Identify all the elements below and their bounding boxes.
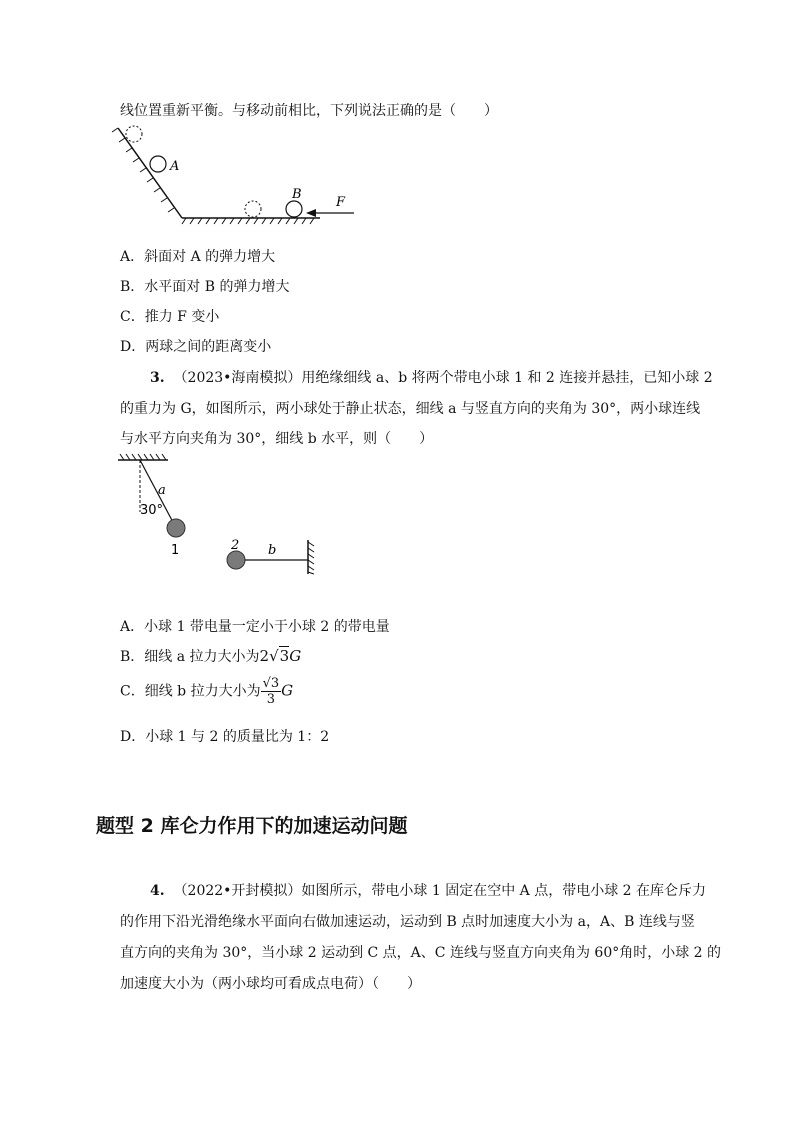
q4-line-4: 加速度大小为（两小球均可看成点电荷）（ ） bbox=[120, 976, 421, 992]
ball-1 bbox=[167, 519, 185, 537]
q3-number: 3. bbox=[150, 370, 165, 386]
fraction: $\frac{√3}{3}$ bbox=[262, 676, 280, 707]
q3-line-3: 与水平方向夹角为 30°，细线 b 水平，则（ ） bbox=[120, 431, 434, 447]
option-d[interactable]: D．两球之间的距离变小 bbox=[120, 339, 272, 355]
label-ball-2: 2 bbox=[231, 538, 240, 553]
label-f: F bbox=[336, 195, 346, 210]
q4-line-3: 直方向的夹角为 30°，当小球 2 运动到 C 点，A、C 连线与竖直方向夹角为 60°角时，小球 2 的 bbox=[120, 945, 722, 961]
pendulum-figure bbox=[112, 450, 332, 575]
q3-option-a[interactable]: A．小球 1 带电量一定小于小球 2 的带电量 bbox=[120, 619, 390, 635]
q4-line-2: 的作用下沿光滑绝缘水平面向右做加速运动，运动到 B 点时加速度大小为 a，A、B 连线与竖 bbox=[120, 914, 695, 930]
label-string-b: b bbox=[268, 543, 277, 558]
q3-option-c[interactable]: C．细线 b 拉力大小为 $\frac{√3}{3}$ G bbox=[120, 676, 294, 707]
ball-a bbox=[150, 156, 166, 172]
label-ball-1: 1 bbox=[171, 543, 180, 558]
ball-a-initial bbox=[126, 126, 142, 142]
option-a[interactable]: A．斜面对 A 的弹力增大 bbox=[120, 249, 276, 265]
q3-option-b[interactable]: B．细线 a 拉力大小为2√3G bbox=[120, 647, 302, 665]
q4-number: 4. bbox=[150, 883, 165, 899]
section-heading: 题型 2 库仑力作用下的加速运动问题 bbox=[96, 815, 408, 837]
q3-option-d[interactable]: D．小球 1 与 2 的质量比为 1：2 bbox=[120, 729, 330, 745]
option-c[interactable]: C．推力 F 变小 bbox=[120, 309, 220, 325]
label-string-a: a bbox=[158, 483, 166, 498]
ball-b bbox=[286, 201, 302, 217]
ball-b-initial bbox=[245, 201, 261, 217]
q3-line-1: 3. （2023•海南模拟）用绝缘细线 a、b 将两个带电小球 1 和 2 连接并悬挂，已知小球 2 bbox=[150, 370, 713, 386]
label-angle: 30° bbox=[140, 503, 164, 518]
q3-line-2: 的重力为 G，如图所示，两小球处于静止状态，细线 a 与竖直方向的夹角为 30°，两小球连线 bbox=[120, 401, 701, 417]
label-b: B bbox=[292, 187, 302, 202]
q4-line-1: 4. （2022•开封模拟）如图所示，带电小球 1 固定在空中 A 点，带电小球 2 在库仑斥力 bbox=[150, 883, 707, 899]
option-b[interactable]: B．水平面对 B 的弹力增大 bbox=[120, 279, 290, 295]
label-a: A bbox=[170, 159, 180, 174]
question-stem-continuation: 线位置重新平衡。与移动前相比，下列说法正确的是（ ） bbox=[120, 103, 498, 119]
ball-2 bbox=[227, 551, 245, 569]
incline-figure bbox=[110, 120, 370, 230]
